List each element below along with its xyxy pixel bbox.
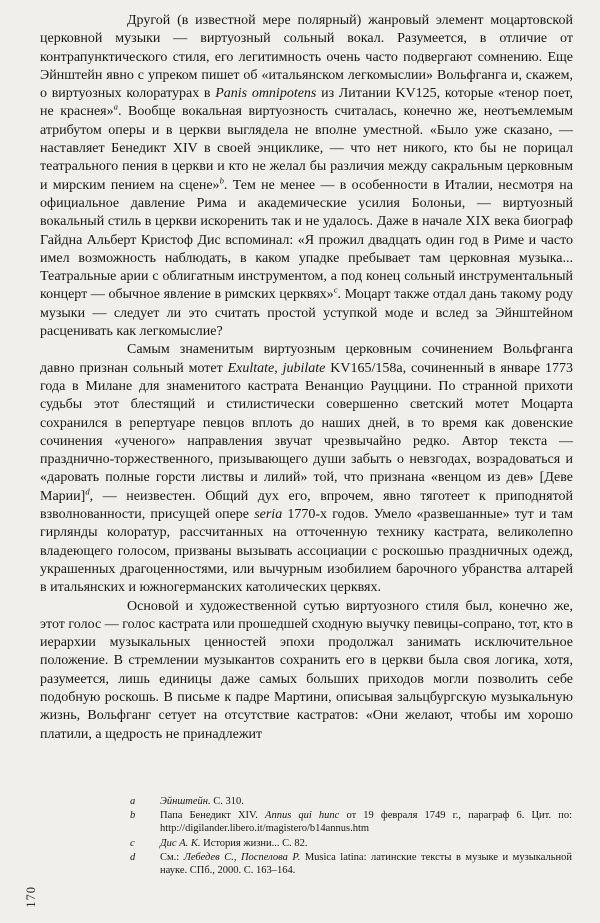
text-run: KV165/158a, сочиненный в январе 1773 года в Милане для знаменитого кастрата Венанцио Рауццини. По странной прихоти судьбы этот блестящий и стилистически совершенно светский мотет Моцарта сохранился в репертуаре певцов вплоть до наших дней, в то время как довенские сочинения «ученого» направления звучат чрезвычайно редко. Автор текста — празднично-торжественного, призывающего души забыть о невзгодах, возрадоваться и «даровать полные горсти листвы и лилий» той, что признана «венцом из дев» [Деве Марии] (40, 360, 573, 504)
footnote-marker: b (219, 175, 224, 186)
text-block (40, 12, 573, 744)
text-run: seria (254, 507, 283, 523)
text-run: . Вообще вокальная виртуозность считалась, конечно же, неотъемлемым атрибутом оперы и в церкви выглядела не вполне уместной. «Было уже сказано, — наставляет Бенедикт XIV в своей энциклике, — что нет никого, кто бы не порицал театрального пения в церкви и кто не желал бы различия между сакральным церковным и мирским пением на сцене» (40, 104, 573, 193)
footnote-marker: d (85, 486, 90, 497)
footnotes (130, 795, 572, 878)
text-run: Папа Бенедикт XIV. (160, 810, 266, 822)
footnote-marker: a (113, 101, 118, 112)
footnote-text (160, 837, 572, 850)
text-run: из Литании KV125, которые «тенор поет, не краснея» (40, 86, 573, 120)
text-run: См.: (160, 851, 184, 863)
text-run: . Моцарт также отдал дань такому роду музыки — следует ли это считать простой уступкой моде и вслед за Эйнштейном расценивать как легкомыслие? (40, 287, 574, 340)
text-run: Exultate, jubilate (227, 360, 326, 376)
footnote-text (160, 795, 572, 808)
footnote (130, 809, 572, 835)
text-run: Panis omnipotens (215, 86, 317, 102)
footnote-label: a (130, 796, 136, 807)
paragraph (40, 598, 573, 744)
text-run: Другой (в известной мере полярный) жанровый элемент моцартовской церковной музыки — виртуозный сольный вокал. Разумеется, в отличие от контрапунктического стиля, его легитимность очень часто подвергают сомнению. Еще Эйнштейн явно с упреком пишет об «итальянском легкомыслии» Вольфганга и, скажем, о виртуозных колоратурах в (40, 13, 573, 102)
paragraph (40, 341, 573, 597)
text-run: История жизни... С. 82. (200, 837, 308, 849)
text-run: С. 310. (210, 796, 244, 807)
footnote (130, 795, 572, 808)
text-run: Эйнштейн. (160, 796, 211, 807)
text-run: Основой и художественной сутью виртуозного стиля был, конечно же, этот голос — голос кастрата или прошедшей сходную выучку певицы-сопрано, тот, кто в иерархии музыкальных ценностей эпохи продолжал занимать исключительное положение. В стремлении музыкантов сохранить его в церкви была своя логика, хотя, разумеется, лишь единицы даже самых больших приходов могли позволить себе подобную роскошь. В письме к падре Мартини, описывая зальцбургскую музыкальную жизнь, Вольфганг сетует на отсутствие кастратов: «Они желают, чтобы им хорошо платили, а щедрость не принадлежит (40, 598, 573, 742)
footnote-text (160, 851, 572, 877)
paragraph (40, 12, 573, 341)
footnote (130, 851, 572, 877)
text-run: 1770-х годов. Умело «развешанные» тут и там гирлянды колоратур, рассчитанных на отточенную технику кастрата, великолепно владеющего голосом, призваны вызывать ассоциации с роскошью праздничных одежд, украшенных драгоценностями, или вычурным изобилием барочного убранства алтарей в итальянских и южногерманских католических церквях. (40, 507, 573, 596)
footnote-text (160, 809, 572, 835)
text-run: . Тем не менее — в особенности в Италии, несмотря на официальное давление Рима и академические усилия Болоньи, — виртуозный вокальный стиль в церкви искоренить так и не удалось. Даже в начале XIX века биограф Гайдна Альберт Кристоф Дис вспоминал: «Я прожил двадцать один год в Риме и часто имел возможность наблюдать, в каком упадке пребывает там церковная музыка... Театральные арии с облигатным инструментом, а под конец сольный инструментальный концерт — обычное явление в римских церквях» (40, 177, 573, 303)
text-run: от 19 февраля 1749 г., параграф 6. Цит. по: http://digilander.libero.it/magistero/b14annus.htm (160, 810, 572, 835)
text-run: Лебедев С., Поспелова Р. (183, 851, 301, 863)
text-run: Annus qui hunc (265, 810, 340, 822)
text-run: , — неизвестен. Общий дух его, впрочем, явно тяготеет к приподнятой взволнованности, присущей опере (40, 488, 573, 523)
text-run: Самым знаменитым виртуозным церковным сочинением Вольфганга давно признан сольный мотет (40, 342, 573, 376)
text-run: Дис А. К. (160, 837, 201, 849)
footnote (130, 837, 572, 850)
footnote-label: c (130, 837, 135, 849)
footnote-marker: c (333, 284, 338, 295)
page-number: 170 (24, 886, 38, 908)
footnote-label: d (130, 851, 136, 863)
footnote-label: b (130, 810, 136, 822)
text-run: Musica latina: латинские тексты в музыке и музыкальной науке. СПб., 2000. С. 163–164. (160, 851, 572, 877)
